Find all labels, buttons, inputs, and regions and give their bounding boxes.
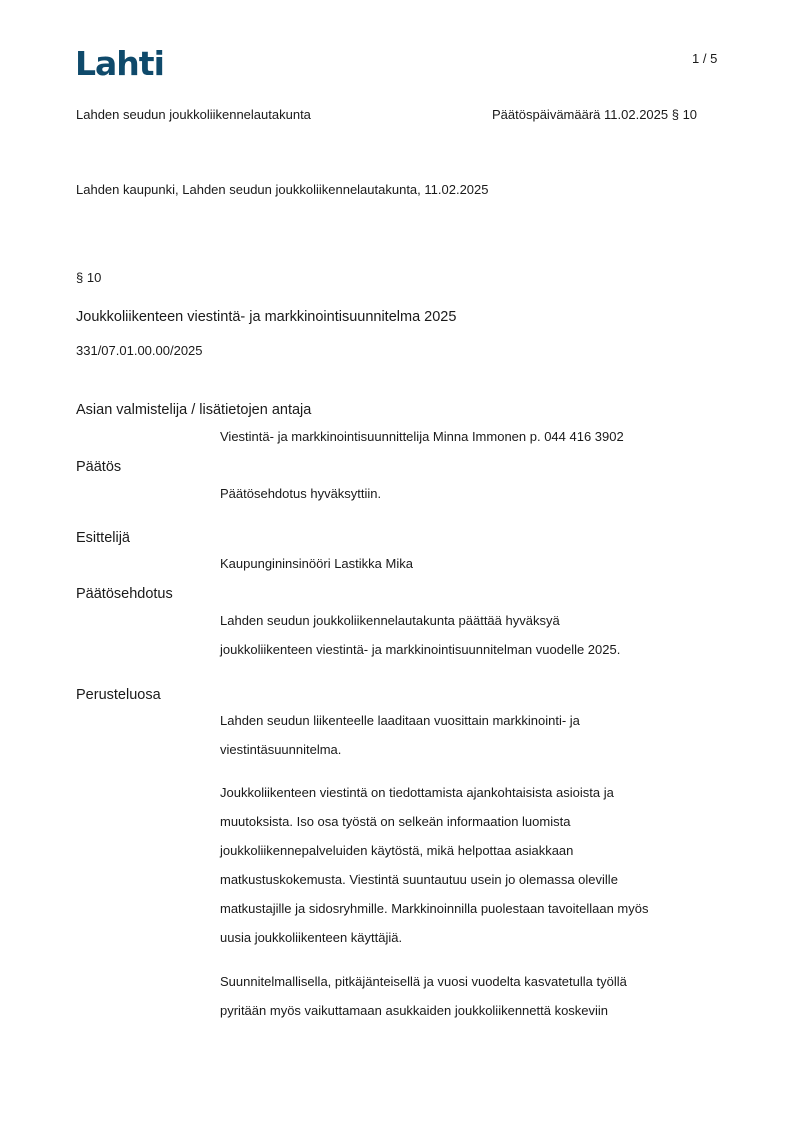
rationale-line: Lahden seudun liikenteelle laaditaan vuosittain markkinointi- ja [220,713,580,728]
rationale-line: muutoksista. Iso osa työstä on selkeän informaation luomista [220,814,571,829]
decision-value: Päätösehdotus hyväksyttiin. [220,486,382,501]
rationale-label: Perusteluosa [76,687,161,703]
rationale-line: matkustuskokemusta. Viestintä suuntautuu usein jo olemassa oleville [220,872,618,887]
rationale-line: matkustajille ja sidosryhmille. Markkinoinnilla puolestaan tavoitellaan myös [220,901,649,916]
rationale-line: pyritään myös vaikuttamaan asukkaiden joukkoliikennettä koskeviin [220,1003,609,1018]
lahti-logo: Lahti [75,44,164,83]
preparer-value: Viestintä- ja markkinointisuunnittelija Minna Immonen p. 044 416 3902 [220,429,624,444]
paragraph-mark: § 10 [76,270,102,285]
preparer-label: Asian valmistelija / lisätietojen antaja [76,402,312,418]
rationale-paragraph-2 [220,778,720,952]
rationale-line: Suunnitelmallisella, pitkäjänteisellä ja vuosi vuodelta kasvatetulla työllä [220,974,627,989]
proposal-line: Lahden seudun joukkoliikennelautakunta päättää hyväksyä [220,613,560,628]
section-title: Joukkoliikenteen viestintä- ja markkinointisuunnitelma 2025 [76,309,457,325]
proposal-text [220,606,720,664]
presenter-label: Esittelijä [76,530,130,546]
meeting-line: Lahden kaupunki, Lahden seudun joukkoliikennelautakunta, 11.02.2025 [76,182,489,197]
proposal-label: Päätösehdotus [76,586,173,602]
organization-name: Lahden seudun joukkoliikennelautakunta [76,107,311,122]
page-number: 1 / 5 [692,51,718,66]
rationale-paragraph-3 [220,967,720,1025]
rationale-line: viestintäsuunnitelma. [220,742,342,757]
decision-date: Päätöspäivämäärä 11.02.2025 § 10 [492,107,698,122]
rationale-paragraph-1 [220,706,720,764]
decision-label: Päätös [76,459,122,475]
rationale-line: joukkoliikennepalveluiden käytöstä, mikä helpottaa asiakkaan [220,843,574,858]
presenter-value: Kaupungininsinööri Lastikka Mika [220,556,413,571]
proposal-line: joukkoliikenteen viestintä- ja markkinointisuunnitelman vuodelle 2025. [220,642,621,657]
record-number: 331/07.01.00.00/2025 [76,343,203,358]
rationale-line: uusia joukkoliikenteen käyttäjiä. [220,930,403,945]
rationale-line: Joukkoliikenteen viestintä on tiedottamista ajankohtaisista asioista ja [220,785,614,800]
